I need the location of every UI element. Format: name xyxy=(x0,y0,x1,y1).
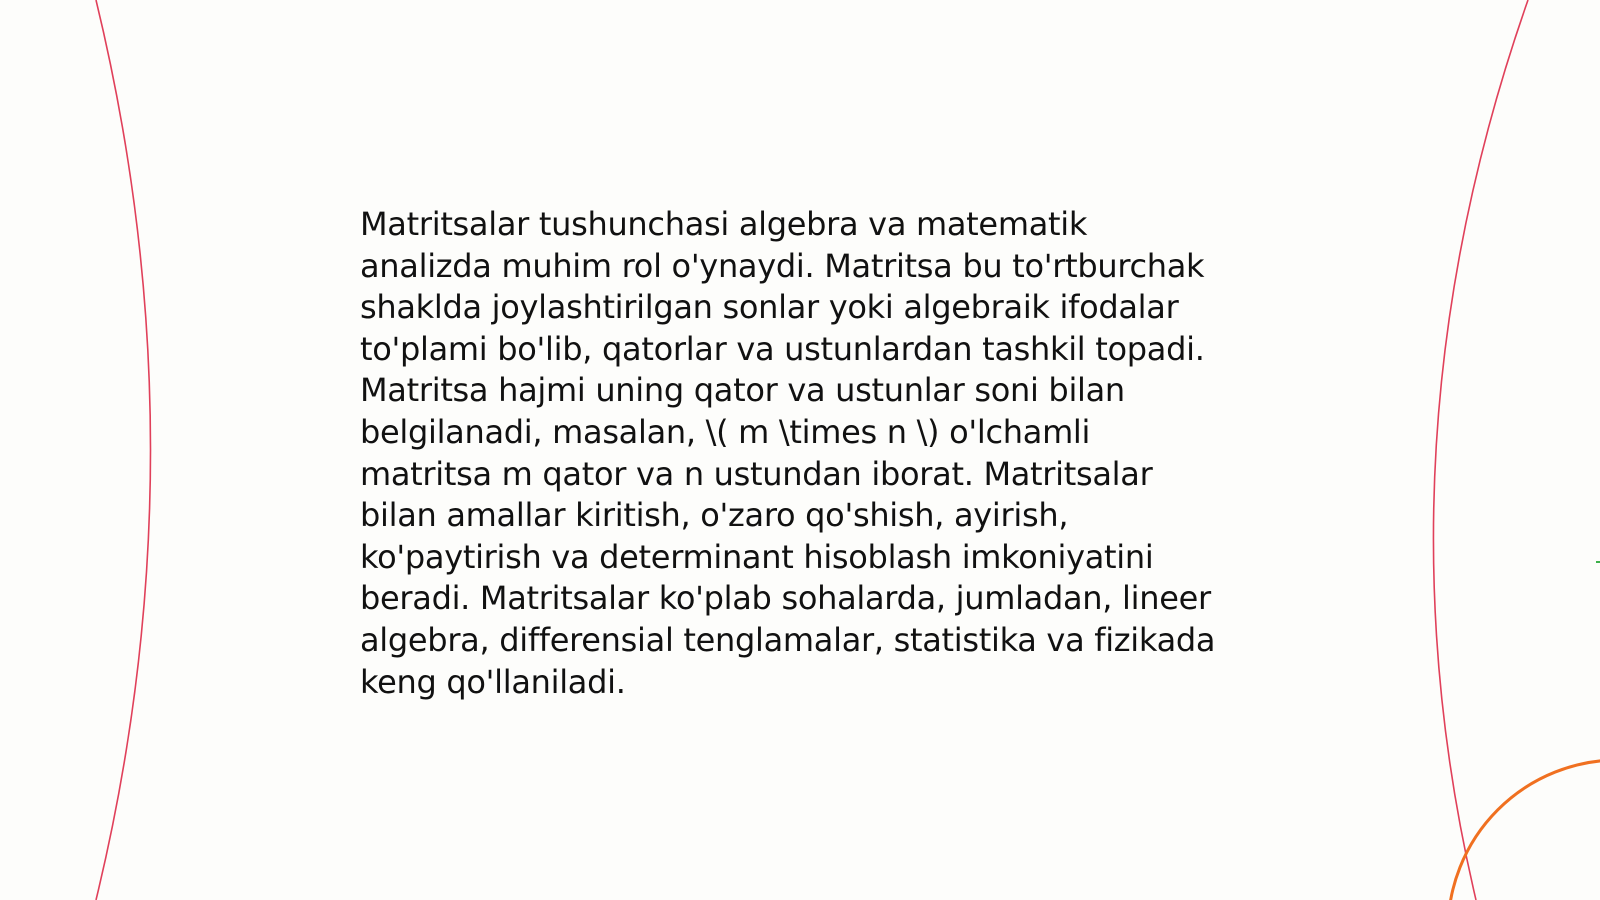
slide-body-text: Matritsalar tushunchasi algebra va matematik analizda muhim rol o'ynaydi. Matritsa bu to'rtburchak shaklda joylashtirilgan sonlar yoki algebraik ifodalar to'plami bo'lib, qatorlar va ustunlardan tashkil topadi. Matritsa hajmi uning qator va ustunlar soni bilan belgilanadi, masalan, \( m \times n \) o'lchamli matritsa m qator va n ustundan iborat. Matritsalar bilan amallar kiritish, o'zaro qo'shish, ayirish, ko'paytirish va determinant hisoblash imkoniyatini beradi. Matritsalar ko'plab sohalarda, jumladan, lineer algebra, differensial tenglamalar, statistika va fizikada keng qo'llaniladi. xyxy=(360,205,1216,701)
left-curve-line xyxy=(96,0,151,900)
right-curve-line xyxy=(1433,0,1528,900)
